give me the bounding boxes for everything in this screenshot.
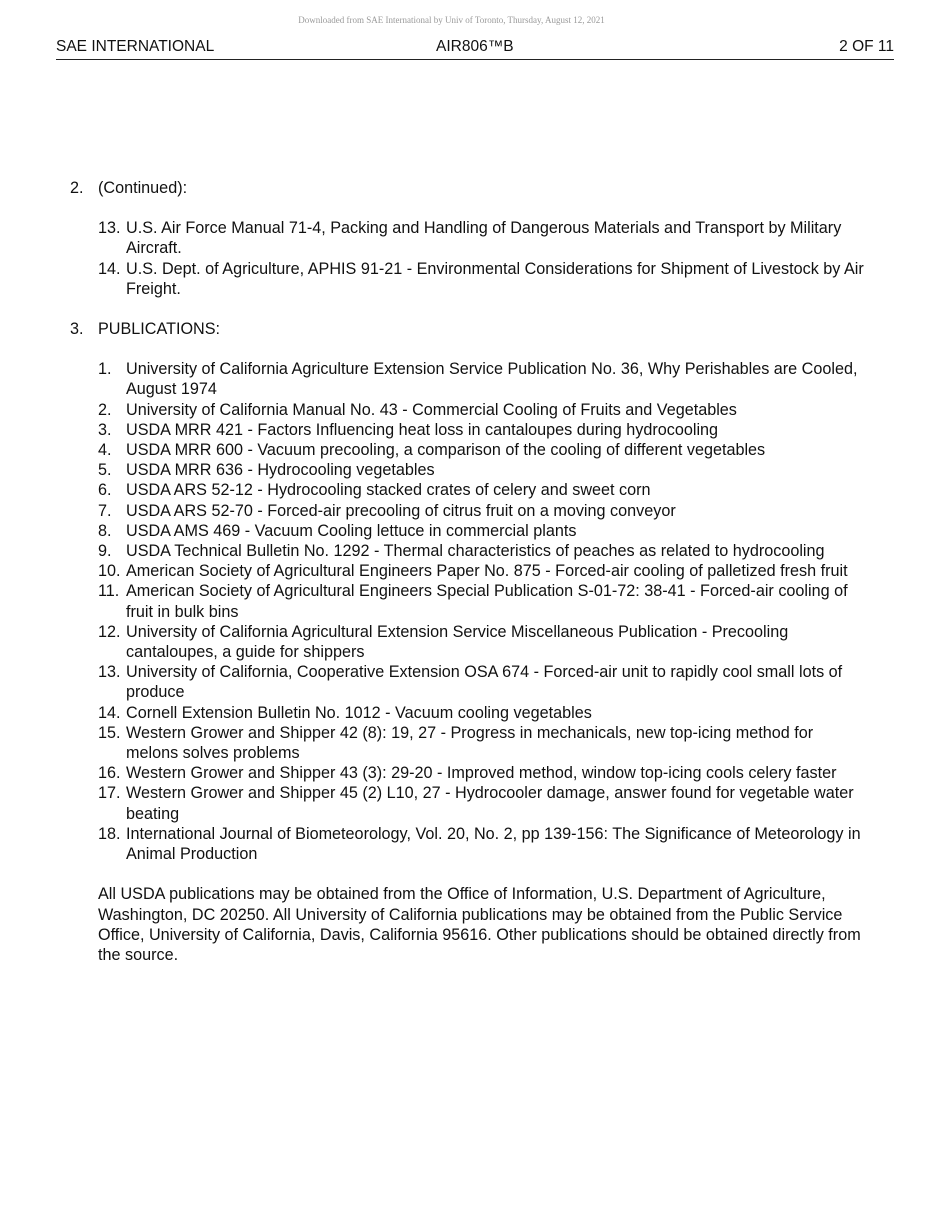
list-item-number: 2. <box>98 400 112 419</box>
list-item-number: 14. <box>98 259 121 278</box>
download-watermark: Downloaded from SAE International by Univ of Toronto, Thursday, August 12, 2021 <box>298 15 605 25</box>
list-item <box>98 561 866 581</box>
header-page-number: 2 OF 11 <box>839 38 894 55</box>
header-organization: SAE INTERNATIONAL <box>56 38 215 55</box>
list-item <box>98 400 866 420</box>
list-item <box>98 581 866 621</box>
list-item-number: 15. <box>98 723 121 742</box>
list-item-number: 13. <box>98 663 121 682</box>
list-item-text: USDA MRR 421 - Factors Influencing heat loss in cantaloupes during hydrocooling <box>126 420 719 439</box>
list-item-number: 18. <box>98 824 121 843</box>
list-item-number: 10. <box>98 562 121 581</box>
list-item-text: University of California Agricultural Extension Service Miscellaneous Publication - Precooling cantaloupes, a guide for shippers <box>126 622 789 662</box>
list-item-text: Cornell Extension Bulletin No. 1012 - Vacuum cooling vegetables <box>126 703 592 722</box>
list-item-text: USDA Technical Bulletin No. 1292 - Thermal characteristics of peaches as related to hydrocooling <box>126 542 825 561</box>
list-item-text: American Society of Agricultural Engineers Paper No. 875 - Forced-air cooling of palletized fresh fruit <box>126 562 848 581</box>
list-item-number: 3. <box>98 420 112 439</box>
list-item <box>98 501 866 521</box>
list-item-number: 12. <box>98 622 121 641</box>
section-3 <box>0 319 950 965</box>
list-item-text: American Society of Agricultural Engineers Special Publication S-01-72: 38-41 - Forced-air cooling of fruit in bulk bins <box>126 582 848 621</box>
list-item-text: USDA MRR 636 - Hydrocooling vegetables <box>126 461 435 480</box>
list-item-text: U.S. Dept. of Agriculture, APHIS 91-21 - Environmental Considerations for Shipment of Livestock by Air Freight. <box>126 259 864 298</box>
list-item-number: 5. <box>98 461 112 480</box>
section-2 <box>0 178 950 299</box>
list-item <box>98 541 866 561</box>
section-title: (Continued): <box>98 179 188 197</box>
header-document-id: AIR806™B <box>436 38 514 55</box>
list-item <box>98 703 866 723</box>
list-item-text: USDA ARS 52-12 - Hydrocooling stacked crates of celery and sweet corn <box>126 481 651 500</box>
list-item <box>98 783 866 823</box>
list-item <box>98 723 866 763</box>
list-item-number: 9. <box>98 542 112 561</box>
list-item-text: University of California, Cooperative Extension OSA 674 - Forced-air unit to rapidly cool small lots of produce <box>126 663 843 702</box>
list-item-number: 6. <box>98 481 112 500</box>
list-item-number: 17. <box>98 784 121 803</box>
section-title: PUBLICATIONS: <box>98 320 221 339</box>
list-item-text: University of California Manual No. 43 - Commercial Cooling of Fruits and Vegetables <box>126 400 737 419</box>
section-number: 3. <box>70 320 84 339</box>
publications-list <box>98 359 950 864</box>
list-item-number: 7. <box>98 501 112 520</box>
list-item <box>98 763 866 783</box>
list-item <box>98 460 866 480</box>
list-item-text: Western Grower and Shipper 42 (8): 19, 27 - Progress in mechanicals, new top-icing method for melons solves problems <box>126 723 814 763</box>
references-list <box>98 218 950 299</box>
list-item <box>98 359 866 399</box>
section-number: 2. <box>70 179 84 197</box>
list-item-number: 14. <box>98 703 121 722</box>
list-item-number: 1. <box>98 360 112 379</box>
list-item <box>98 218 866 258</box>
list-item <box>98 259 866 299</box>
list-item-number: 11. <box>98 582 120 601</box>
list-item <box>98 420 866 440</box>
list-item-text: University of California Agriculture Extension Service Publication No. 36, Why Perishables are Cooled, August 1974 <box>126 360 858 399</box>
list-item-number: 4. <box>98 441 112 460</box>
list-item-text: International Journal of Biometeorology, Vol. 20, No. 2, pp 139-156: The Significance of Meteorology in Animal Production <box>126 824 861 864</box>
document-body <box>0 178 950 965</box>
list-item-number: 8. <box>98 521 112 540</box>
list-item-text: USDA ARS 52-70 - Forced-air precooling of citrus fruit on a moving conveyor <box>126 501 676 520</box>
availability-note: All USDA publications may be obtained from the Office of Information, U.S. Department of Agriculture, Washington, DC 20250. All University of California publications may be obtained from the Public Service Office, University of California, Davis, California 95616. Other publications should be obtained directly from the source. <box>98 885 861 964</box>
list-item <box>98 824 866 864</box>
list-item <box>98 521 866 541</box>
list-item-number: 16. <box>98 764 121 783</box>
list-item <box>98 480 866 500</box>
list-item-text: U.S. Air Force Manual 71-4, Packing and Handling of Dangerous Materials and Transport by Military Aircraft. <box>126 219 842 258</box>
list-item <box>98 440 866 460</box>
list-item-text: Western Grower and Shipper 45 (2) L10, 27 - Hydrocooler damage, answer found for vegetable water beating <box>126 784 854 823</box>
list-item-number: 13. <box>98 219 121 238</box>
page-header <box>56 38 894 60</box>
list-item-text: USDA MRR 600 - Vacuum precooling, a comparison of the cooling of different vegetables <box>126 441 766 460</box>
list-item-text: Western Grower and Shipper 43 (3): 29-20 - Improved method, window top-icing cools celery faster <box>126 764 837 783</box>
list-item <box>98 662 866 702</box>
list-item <box>98 622 866 662</box>
list-item-text: USDA AMS 469 - Vacuum Cooling lettuce in commercial plants <box>126 521 577 540</box>
